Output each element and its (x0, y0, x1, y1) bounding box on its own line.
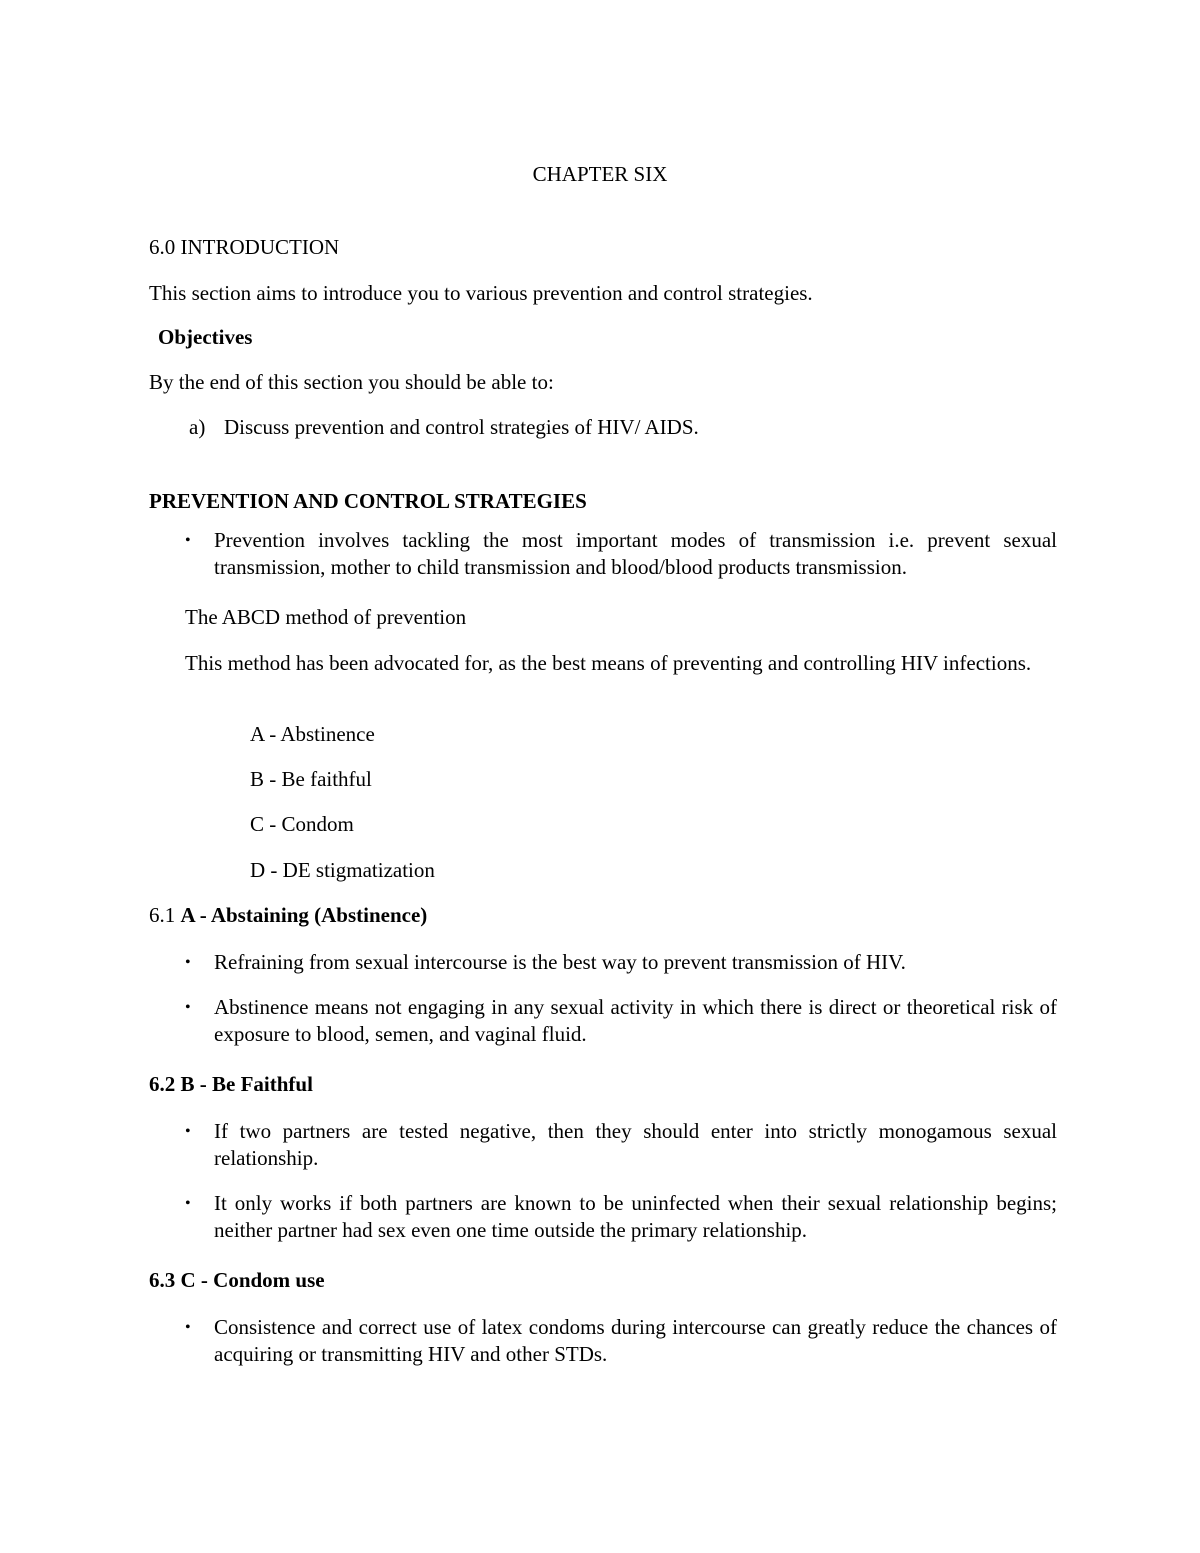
intro-text: This section aims to introduce you to various prevention and control strategies. (149, 281, 813, 305)
section-a-heading (149, 902, 427, 929)
objectives-heading: Objectives (158, 325, 253, 349)
section-b-heading: 6.2 B - Be Faithful (149, 1072, 313, 1096)
section-a-title: A - Abstaining (Abstinence) (180, 903, 428, 927)
abcd-item: C - Condom (250, 812, 354, 836)
abcd-item: A - Abstinence (250, 722, 375, 746)
section-b-bullet-text: It only works if both partners are known to be uninfected when their sexual relationship begins; neither partner had sex even one time outside the primary relationship. (214, 1191, 1057, 1242)
bullet-icon: • (185, 532, 191, 549)
chapter-title: CHAPTER SIX (532, 162, 668, 186)
section-a-bullet-text: Refraining from sexual intercourse is the best way to prevent transmission of HIV. (214, 950, 906, 974)
bullet-icon: • (185, 954, 191, 971)
objective-marker: a) (189, 415, 206, 439)
bullet-icon: • (185, 1123, 191, 1140)
strategies-bullet-text: Prevention involves tackling the most important modes of transmission i.e. prevent sexual transmission, mother to child transmission and blood/blood products transmission. (214, 528, 1057, 579)
objectives-lead: By the end of this section you should be able to: (149, 370, 554, 394)
strategies-heading: PREVENTION AND CONTROL STRATEGIES (149, 489, 587, 513)
abcd-item: B - Be faithful (250, 767, 372, 791)
intro-heading: 6.0 INTRODUCTION (149, 235, 340, 259)
section-a-number: 6.1 (149, 903, 181, 927)
bullet-icon: • (185, 999, 191, 1016)
section-c-heading: 6.3 C - Condom use (149, 1268, 325, 1292)
abcd-title: The ABCD method of prevention (185, 605, 467, 629)
section-c-bullet-text: Consistence and correct use of latex condoms during intercourse can greatly reduce the chances of acquiring or transmitting HIV and other STDs. (214, 1315, 1057, 1366)
objective-a-text: Discuss prevention and control strategies of HIV/ AIDS. (224, 415, 699, 439)
bullet-icon: • (185, 1195, 191, 1212)
section-a-bullet-text: Abstinence means not engaging in any sexual activity in which there is direct or theoretical risk of exposure to blood, semen, and vaginal fluid. (214, 995, 1057, 1046)
abcd-item: D - DE stigmatization (250, 858, 435, 882)
abcd-description: This method has been advocated for, as the best means of preventing and controlling HIV infections. (185, 651, 1032, 675)
bullet-icon: • (185, 1319, 191, 1336)
section-b-bullet-text: If two partners are tested negative, then they should enter into strictly monogamous sexual relationship. (214, 1119, 1057, 1170)
